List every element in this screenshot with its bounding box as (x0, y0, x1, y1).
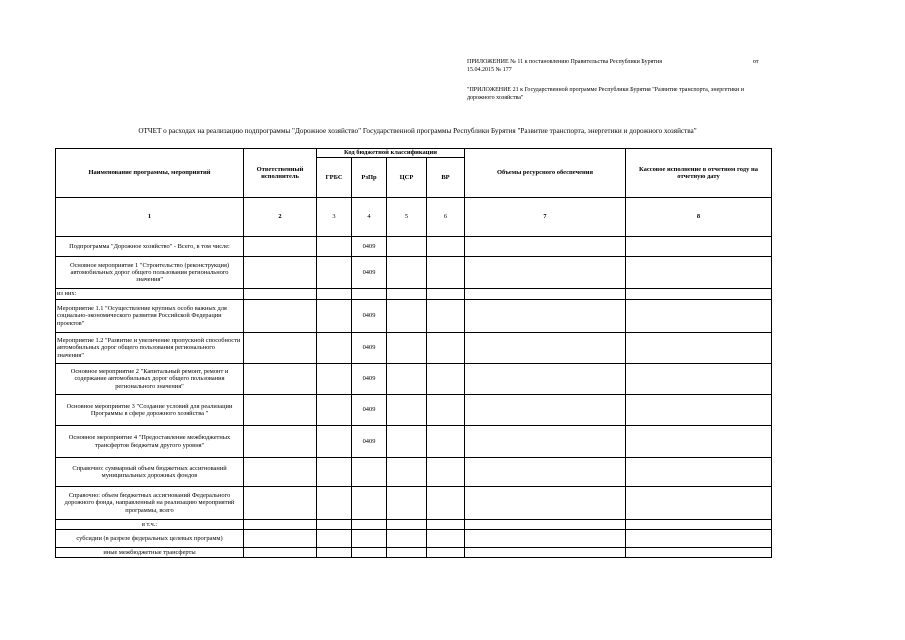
report-table (55, 148, 772, 558)
cell-rzpr: 0409 (352, 426, 387, 458)
cell-csr (387, 395, 427, 426)
row-name: Мероприятие 1.2 "Развитие и увеличение пропускной способности автомобильных дорог общего пользования регионального значения" (56, 333, 244, 364)
cell-cash (626, 333, 772, 364)
cell-rzpr (352, 487, 387, 520)
cell-executor (244, 487, 317, 520)
table-row (56, 426, 772, 458)
cell-resources (465, 458, 626, 487)
header-executor: Ответственный исполнитель (244, 149, 317, 198)
cell-resources (465, 300, 626, 333)
row-name: Основное мероприятие 4 "Предоставление межбюджетных трансфертов бюджетам другого уровня" (56, 426, 244, 458)
cell-resources (465, 548, 626, 558)
appendix-1-date: 15.04.2015 № 177 (467, 67, 512, 73)
cell-rzpr: 0409 (352, 333, 387, 364)
cell-cash (626, 487, 772, 520)
cell-resources (465, 237, 626, 257)
row-name: из них: (56, 289, 244, 300)
cell-resources (465, 395, 626, 426)
cell-executor (244, 530, 317, 548)
cell-vr (427, 237, 465, 257)
column-number: 5 (387, 198, 427, 237)
cell-grbs (317, 257, 352, 289)
cell-resources (465, 487, 626, 520)
cell-rzpr (352, 530, 387, 548)
header-csr: ЦСР (387, 158, 427, 198)
cell-grbs (317, 458, 352, 487)
cell-csr (387, 257, 427, 289)
row-name: в т.ч.: (56, 520, 244, 530)
cell-executor (244, 289, 317, 300)
row-name: иные межбюджетные трансферты (56, 548, 244, 558)
table-row (56, 458, 772, 487)
cell-rzpr: 0409 (352, 237, 387, 257)
cell-grbs (317, 237, 352, 257)
cell-executor (244, 426, 317, 458)
appendix-header-2 (467, 86, 767, 102)
cell-vr (427, 333, 465, 364)
table-row (56, 487, 772, 520)
cell-rzpr: 0409 (352, 395, 387, 426)
cell-vr (427, 257, 465, 289)
column-number: 1 (56, 198, 244, 237)
cell-executor (244, 300, 317, 333)
table-row (56, 530, 772, 548)
cell-csr (387, 530, 427, 548)
cell-grbs (317, 530, 352, 548)
cell-grbs (317, 548, 352, 558)
cell-rzpr: 0409 (352, 300, 387, 333)
table-row (56, 395, 772, 426)
appendix-header-1 (467, 58, 767, 74)
cell-executor (244, 520, 317, 530)
cell-grbs (317, 426, 352, 458)
cell-vr (427, 520, 465, 530)
cell-csr (387, 520, 427, 530)
cell-vr (427, 548, 465, 558)
cell-rzpr: 0409 (352, 257, 387, 289)
cell-grbs (317, 364, 352, 395)
header-cash: Кассовое исполнение в отчетном году на отчетную дату (626, 149, 772, 198)
cell-csr (387, 364, 427, 395)
cell-executor (244, 333, 317, 364)
table-row (56, 237, 772, 257)
appendix-1-date-label: от (753, 59, 759, 65)
cell-grbs (317, 300, 352, 333)
cell-resources (465, 364, 626, 395)
header-resources: Объемы ресурсного обеспечения (465, 149, 626, 198)
row-name: Подпрограмма "Дорожное хозяйство" - Всего, в том числе: (56, 237, 244, 257)
row-name: Справочно: суммарный объем бюджетных ассигнований муниципальных дорожных фондов (56, 458, 244, 487)
cell-cash (626, 548, 772, 558)
cell-csr (387, 426, 427, 458)
cell-csr (387, 333, 427, 364)
column-number: 2 (244, 198, 317, 237)
cell-rzpr (352, 289, 387, 300)
cell-vr (427, 300, 465, 333)
cell-csr (387, 487, 427, 520)
cell-rzpr: 0409 (352, 364, 387, 395)
column-number: 8 (626, 198, 772, 237)
cell-csr (387, 237, 427, 257)
cell-csr (387, 289, 427, 300)
cell-rzpr (352, 458, 387, 487)
column-number: 6 (427, 198, 465, 237)
column-number: 3 (317, 198, 352, 237)
row-name: субсидии (в разрезе федеральных целевых программ) (56, 530, 244, 548)
header-rzpr: РзПр (352, 158, 387, 198)
cell-cash (626, 289, 772, 300)
cell-grbs (317, 289, 352, 300)
header-vr: ВР (427, 158, 465, 198)
cell-cash (626, 364, 772, 395)
cell-vr (427, 530, 465, 548)
cell-executor (244, 548, 317, 558)
row-name: Мероприятие 1.1 "Осуществление крупных особо важных для социально-экономического развития Российской Федерации проектов" (56, 300, 244, 333)
cell-resources (465, 520, 626, 530)
table-row (56, 548, 772, 558)
cell-csr (387, 458, 427, 487)
table-row (56, 520, 772, 530)
cell-cash (626, 300, 772, 333)
cell-csr (387, 548, 427, 558)
cell-executor (244, 364, 317, 395)
cell-cash (626, 237, 772, 257)
cell-cash (626, 458, 772, 487)
cell-resources (465, 333, 626, 364)
cell-rzpr (352, 548, 387, 558)
cell-executor (244, 458, 317, 487)
table-row (56, 289, 772, 300)
cell-vr (427, 458, 465, 487)
table-row (56, 333, 772, 364)
cell-vr (427, 364, 465, 395)
cell-grbs (317, 487, 352, 520)
table-row (56, 257, 772, 289)
row-name: Справочно: объем бюджетных ассигнований Федерального дорожного фонда, направленный на реализацию мероприятий программы, всего (56, 487, 244, 520)
appendix-1-text: ПРИЛОЖЕНИЕ № 11 к постановлению Правительства Республики Бурятия (467, 59, 662, 65)
cell-grbs (317, 333, 352, 364)
cell-cash (626, 257, 772, 289)
cell-grbs (317, 520, 352, 530)
cell-cash (626, 520, 772, 530)
report-title: ОТЧЕТ о расходах на реализацию подпрограммы "Дорожное хозяйство" Государственной программы Республики Бурятия "Развитие транспорта, энергетики и дорожного хозяйства" (138, 127, 697, 135)
header-name: Наименование программы, мероприятий (56, 149, 244, 198)
column-number: 4 (352, 198, 387, 237)
cell-executor (244, 395, 317, 426)
row-name: Основное мероприятие 1 "Строительство (реконструкция) автомобильных дорог общего пользования регионального значения" (56, 257, 244, 289)
cell-resources (465, 257, 626, 289)
cell-vr (427, 289, 465, 300)
cell-executor (244, 237, 317, 257)
cell-vr (427, 395, 465, 426)
row-name: Основное мероприятие 3 "Создание условий для реализации Программы в сфере дорожного хозяйства " (56, 395, 244, 426)
cell-vr (427, 487, 465, 520)
table-row (56, 364, 772, 395)
cell-cash (626, 530, 772, 548)
cell-csr (387, 300, 427, 333)
cell-cash (626, 395, 772, 426)
header-budget-code: Код бюджетной классификации (317, 149, 465, 158)
cell-cash (626, 426, 772, 458)
cell-rzpr (352, 520, 387, 530)
cell-resources (465, 426, 626, 458)
column-number: 7 (465, 198, 626, 237)
cell-executor (244, 257, 317, 289)
header-grbs: ГРБС (317, 158, 352, 198)
cell-resources (465, 530, 626, 548)
cell-resources (465, 289, 626, 300)
cell-grbs (317, 395, 352, 426)
table-row (56, 300, 772, 333)
cell-vr (427, 426, 465, 458)
appendix-2-text: "ПРИЛОЖЕНИЕ 21 к Государственной программе Республики Бурятия "Развитие транспорта, энергетики и дорожного хозяйства" (467, 87, 744, 101)
row-name: Основное мероприятие 2 "Капитальный ремонт, ремонт и содержание автомобильных дорог общего пользования регионального значения" (56, 364, 244, 395)
